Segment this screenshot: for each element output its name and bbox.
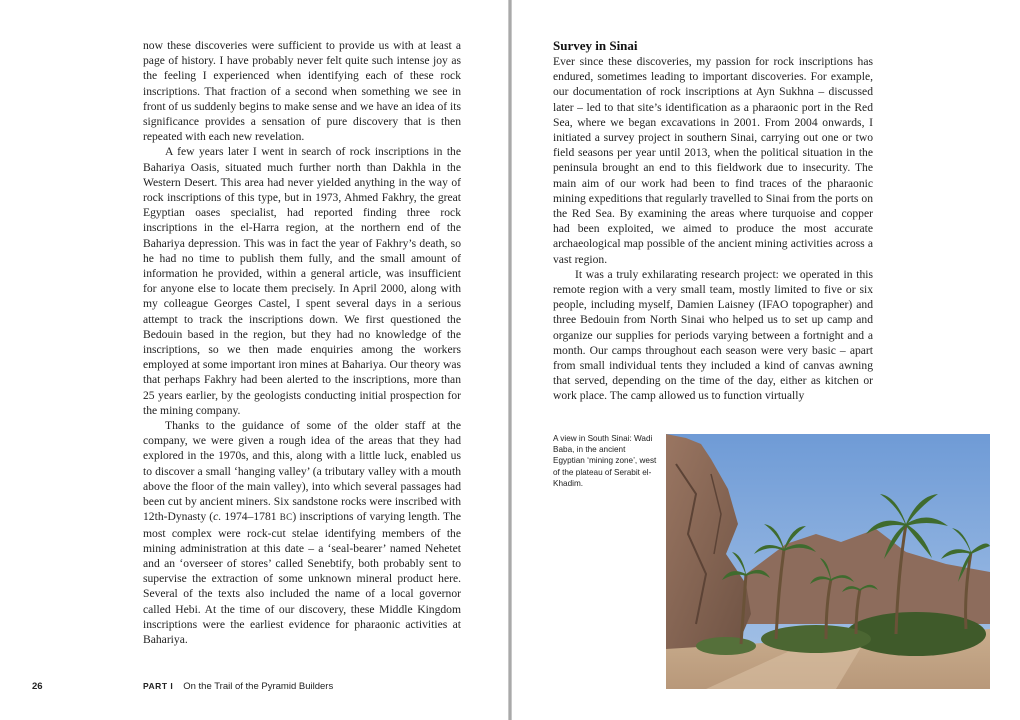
landscape-illustration bbox=[666, 434, 990, 689]
era-label: BC bbox=[279, 512, 293, 523]
right-paragraph-2: It was a truly exhilarating research project: we operated in this remote region with a very small team, mostly limited to five or six people, including myself, Damien Laisney (IFAO topographer) and three Bedouin from North Sinai who helped us to set up camp and organize our supplies for periods varying between a fortnight and a month. Our camps throughout each season were very basic – apart from small individual tents they included a kind of canvas awning that served, depending on the time of the day, either as kitchen or work place. The camp allowed us to function virtually bbox=[553, 267, 873, 403]
left-paragraph-1: now these discoveries were sufficient to provide us with at least a page of history. I have probably never felt quite such intense joy as the feeling I experienced when identifying each of these rock inscriptions. That fraction of a second when something we see in front of us suddenly begins to make sense and we have an idea of its significance provides a sensation of pure discovery that is then repeated with each new revelation. bbox=[143, 39, 461, 144]
book-section-title: On the Trail of the Pyramid Builders bbox=[183, 681, 334, 692]
date-range: 1974–1781 bbox=[221, 510, 280, 524]
paragraph-text: Thanks to the guidance of some of the older staff at the company, we were given a rough idea of the areas that they had explored in the 1970s, and this, along with a little luck, enabled us to discover a small ‘hanging valley’ (a tributary valley with a mouth above the floor of the main valley), into which several passages had been cut by ancient miners. Six sandstone rocks were inscribed with 12th-Dynasty ( bbox=[143, 419, 461, 524]
left-paragraph-2: A few years later I went in search of rock inscriptions in the Bahariya Oasis, situated much further north than Dakhla in the Western Desert. This area had never yielded anything in the way of rock inscriptions of this type, but in 1973, Ahmed Fakhry, the great Egyptian oases specialist, had reported finding three rock inscriptions in the el-Harra region, at the northern end of the Bahariya depression. This was in fact the year of Fakhry’s death, so he had no time to publish them fully, and the small amount of information he provided, within a general article, was insufficient for anyone else to locate them precisely. In April 2000, along with my colleague Georges Castel, I spent several days in a serious attempt to track the inscriptions down. We first questioned the Bedouin based in the region, but they had no knowledge of the inscriptions, so we then made enquiries among the workers employed at some important iron mines at Bahariya. Our theory was that perhaps Fakhry had been alerted to the inscriptions, more than 25 years earlier, by the geologists conducting initial prospection for the mining company. bbox=[143, 145, 461, 417]
left-paragraph-3 bbox=[143, 418, 461, 647]
photo-caption: A view in South Sinai: Wadi Baba, in the ancient Egyptian ‘mining zone’, west of the plateau of Serabit el-Khadim. bbox=[553, 434, 657, 488]
wadi-baba-photo bbox=[666, 434, 990, 689]
circa-abbreviation: c. bbox=[213, 510, 222, 524]
paragraph-text: ) inscriptions of varying length. The most complex were rock-cut stelae identifying members of the mining administration at this date – a ‘seal-bearer’ named Nehetet and an ‘overseer of stores’ called Senebtify, both probably sent to supervise the extraction of some unknown mineral product here. Several of the texts also included the name of a local governor called Hebi. At the time of our discovery, these Middle Kingdom inscriptions were the earliest evidence for pharaonic activities at Bahariya. bbox=[143, 510, 462, 646]
section-heading: Survey in Sinai bbox=[553, 38, 638, 53]
page-number: 26 bbox=[32, 681, 43, 692]
right-paragraph-1: Ever since these discoveries, my passion for rock inscriptions has endured, sometimes leading to important discoveries. For example, our documentation of rock inscriptions at Ayn Sukhna – discussed later – led to that site’s identification as a pharaonic port in the Red Sea, where we began excavations in 2001. From 2004 onwards, I initiated a survey project in southern Sinai, carrying out one or two field seasons per year until 2013, when the political situation in the peninsula brought an end to this fieldwork due to insecurity. The main aim of our work had been to find traces of the pharaonic mining expeditions that regularly travelled to Sinai from the ports on the Red Sea. By examining the areas where turquoise and copper had been exploited, we aimed to produce the most accurate archaeological map possible of the ancient mining activities across a vast region. bbox=[553, 55, 873, 266]
right-body-text bbox=[553, 54, 873, 404]
running-head bbox=[143, 681, 333, 692]
left-body-text bbox=[143, 38, 461, 647]
part-label: PART I bbox=[143, 681, 174, 691]
